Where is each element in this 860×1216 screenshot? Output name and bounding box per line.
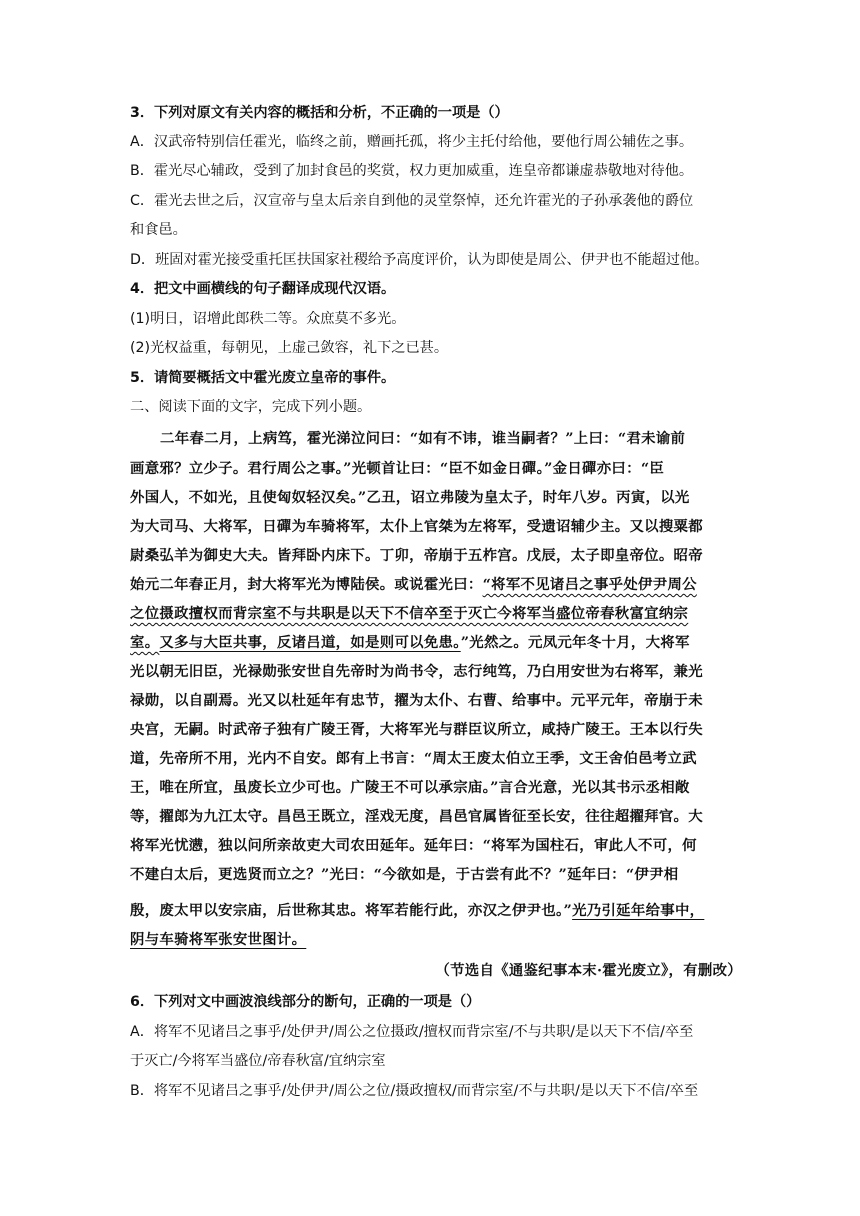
- passage-line: 禄勋，以自副焉。光又以杜延年有忠节，擢为太仆、右曹、给事中。元平元年，帝崩于未: [130, 692, 703, 709]
- passage-source: （节选自《通鉴纪事本末·霍光废立》，有删改）: [435, 962, 742, 979]
- passage-line: 道，先帝所不用，光内不自安。郎有上书言：“周太王废太伯立王季，文王舍伯邑考立武: [130, 750, 697, 767]
- passage-line: [130, 571, 742, 599]
- q4-sentence-1: (1)明日，诏增此郎秩二等。众庶莫不多光。: [130, 311, 406, 327]
- q6-stem: 6．下列对文中画波浪线部分的断句，正确的一项是（）: [130, 994, 481, 1010]
- q3-option-b: B．霍光尽心辅政，受到了加封食邑的奖赏，权力更加威重，连皇帝都谦虚恭敬地对待他。: [130, 163, 694, 179]
- passage-text: ”光然之。元凤元年冬十月，大将军: [460, 634, 690, 651]
- underlined-line: 阴与车骑将军张安世图计。: [130, 931, 307, 948]
- passage-line: 为大司马、大将军，日磾为车骑将军，太仆上官桀为左将军，受遗诏辅少主。又以搜粟都: [130, 518, 703, 535]
- q3-option-c-line2: 和食邑。: [130, 222, 187, 238]
- passage-line: 二年春二月，上病笃，霍光涕泣问曰：“如有不讳，谁当嗣者？”上曰：“君未谕前: [160, 430, 686, 447]
- underlined-text: 光乃引延年给事中，: [572, 902, 705, 919]
- passage-line: 光以朝无旧臣，光禄勋张安世自先帝时为尚书令，志行纯笃，乃白用安世为右将军，兼光: [130, 663, 703, 680]
- q4-sentence-2: (2)光权益重，每朝见，上虚己敛容，礼下之已甚。: [130, 340, 449, 356]
- passage-line: [130, 629, 742, 657]
- passage-line: 将军光忧懑，独以问所亲故吏大司农田延年。延年曰：“将军为国柱石，审此人不可，何: [130, 837, 697, 854]
- passage-text: 始元二年春正月，封大将军光为博陆侯。或说霍光曰：: [130, 576, 483, 593]
- passage-line: 王，唯在所宜，虽废长立少可也。广陵王不可以承宗庙。”言合光意，光以其书示丞相敞: [130, 779, 690, 796]
- q5-stem: 5．请简要概括文中霍光废立皇帝的事件。: [130, 370, 396, 386]
- passage-line: 尉桑弘羊为御史大夫。皆拜卧内床下。丁卯，帝崩于五柞宫。戊辰，太子即皇帝位。昭帝: [130, 547, 703, 564]
- passage-line: 央宫，无嗣。时武帝子独有广陵王胥，大将军光与群臣议所立，咸持广陵王。王本以行失: [130, 721, 703, 738]
- q6-option-a-line1: A．将军不见诸吕之事乎/处伊尹/周公之位摄政/擅权而背宗室/不与共职/是以天下不信/卒至: [130, 1024, 694, 1040]
- wavy-underlined-text: “将军不见诸吕之事乎处伊尹周公: [482, 576, 697, 593]
- q3-option-d: D．班固对霍光接受重托匡扶国家社稷给予高度评价，认为即使是周公、伊尹也不能超过他。: [130, 252, 709, 268]
- passage-line: 画意邪？立少子。君行周公之事。”光顿首让曰：“臣不如金日磾。”金日磾亦曰：“臣: [130, 460, 665, 477]
- wavy-underlined-text: 室。: [130, 634, 160, 651]
- q3-option-c-line1: C．霍光去世之后，汉宣帝与皇太后亲自到他的灵堂祭悼，还允许霍光的子孙承袭他的爵位: [130, 193, 694, 209]
- passage-line: [130, 897, 742, 925]
- q4-stem: 4．把文中画横线的句子翻译成现代汉语。: [130, 281, 396, 297]
- passage-line: 等，擢郎为九江太守。昌邑王既立，淫戏无度，昌邑官属皆征至长安，往往超擢拜官。大: [130, 808, 703, 825]
- q6-option-b-line1: B．将军不见诸吕之事乎/处伊尹/周公之位/摄政擅权/而背宗室/不与共职/是以天下不信/卒至: [130, 1083, 699, 1099]
- q3-option-a: A．汉武帝特别信任霍光，临终之前，赠画托孤，将少主托付给他，要他行周公辅佐之事。: [130, 134, 694, 150]
- q3-stem: 3．下列对原文有关内容的概括和分析，不正确的一项是（）: [130, 105, 509, 121]
- passage-line: 不建白太后，更选贤而立之？”光曰：“今欲如是，于古尝有此不？”延年曰：“伊尹相: [130, 866, 679, 883]
- wavy-underlined-line: 之位摄政擅权而背宗室不与共职是以天下不信卒至于灭亡今将军当盛位帝春秋富宜纳宗: [130, 605, 689, 622]
- passage-text: 殷，废太甲以安宗庙，后世称其忠。将军若能行此，亦汉之伊尹也。”: [130, 902, 573, 919]
- passage-line: 外国人，不如光，且使匈奴轻汉矣。”乙丑，诏立弗陵为皇太子，时年八岁。丙寅，以光: [130, 489, 690, 506]
- q6-option-a-line2: 于灭亡/今将军当盛位/帝春秋富/宜纳宗室: [130, 1053, 386, 1069]
- section-heading: 二、阅读下面的文字，完成下列小题。: [130, 399, 372, 415]
- underlined-text: 又多与大臣共事，反诸吕道，如是则可以免患。: [159, 634, 461, 651]
